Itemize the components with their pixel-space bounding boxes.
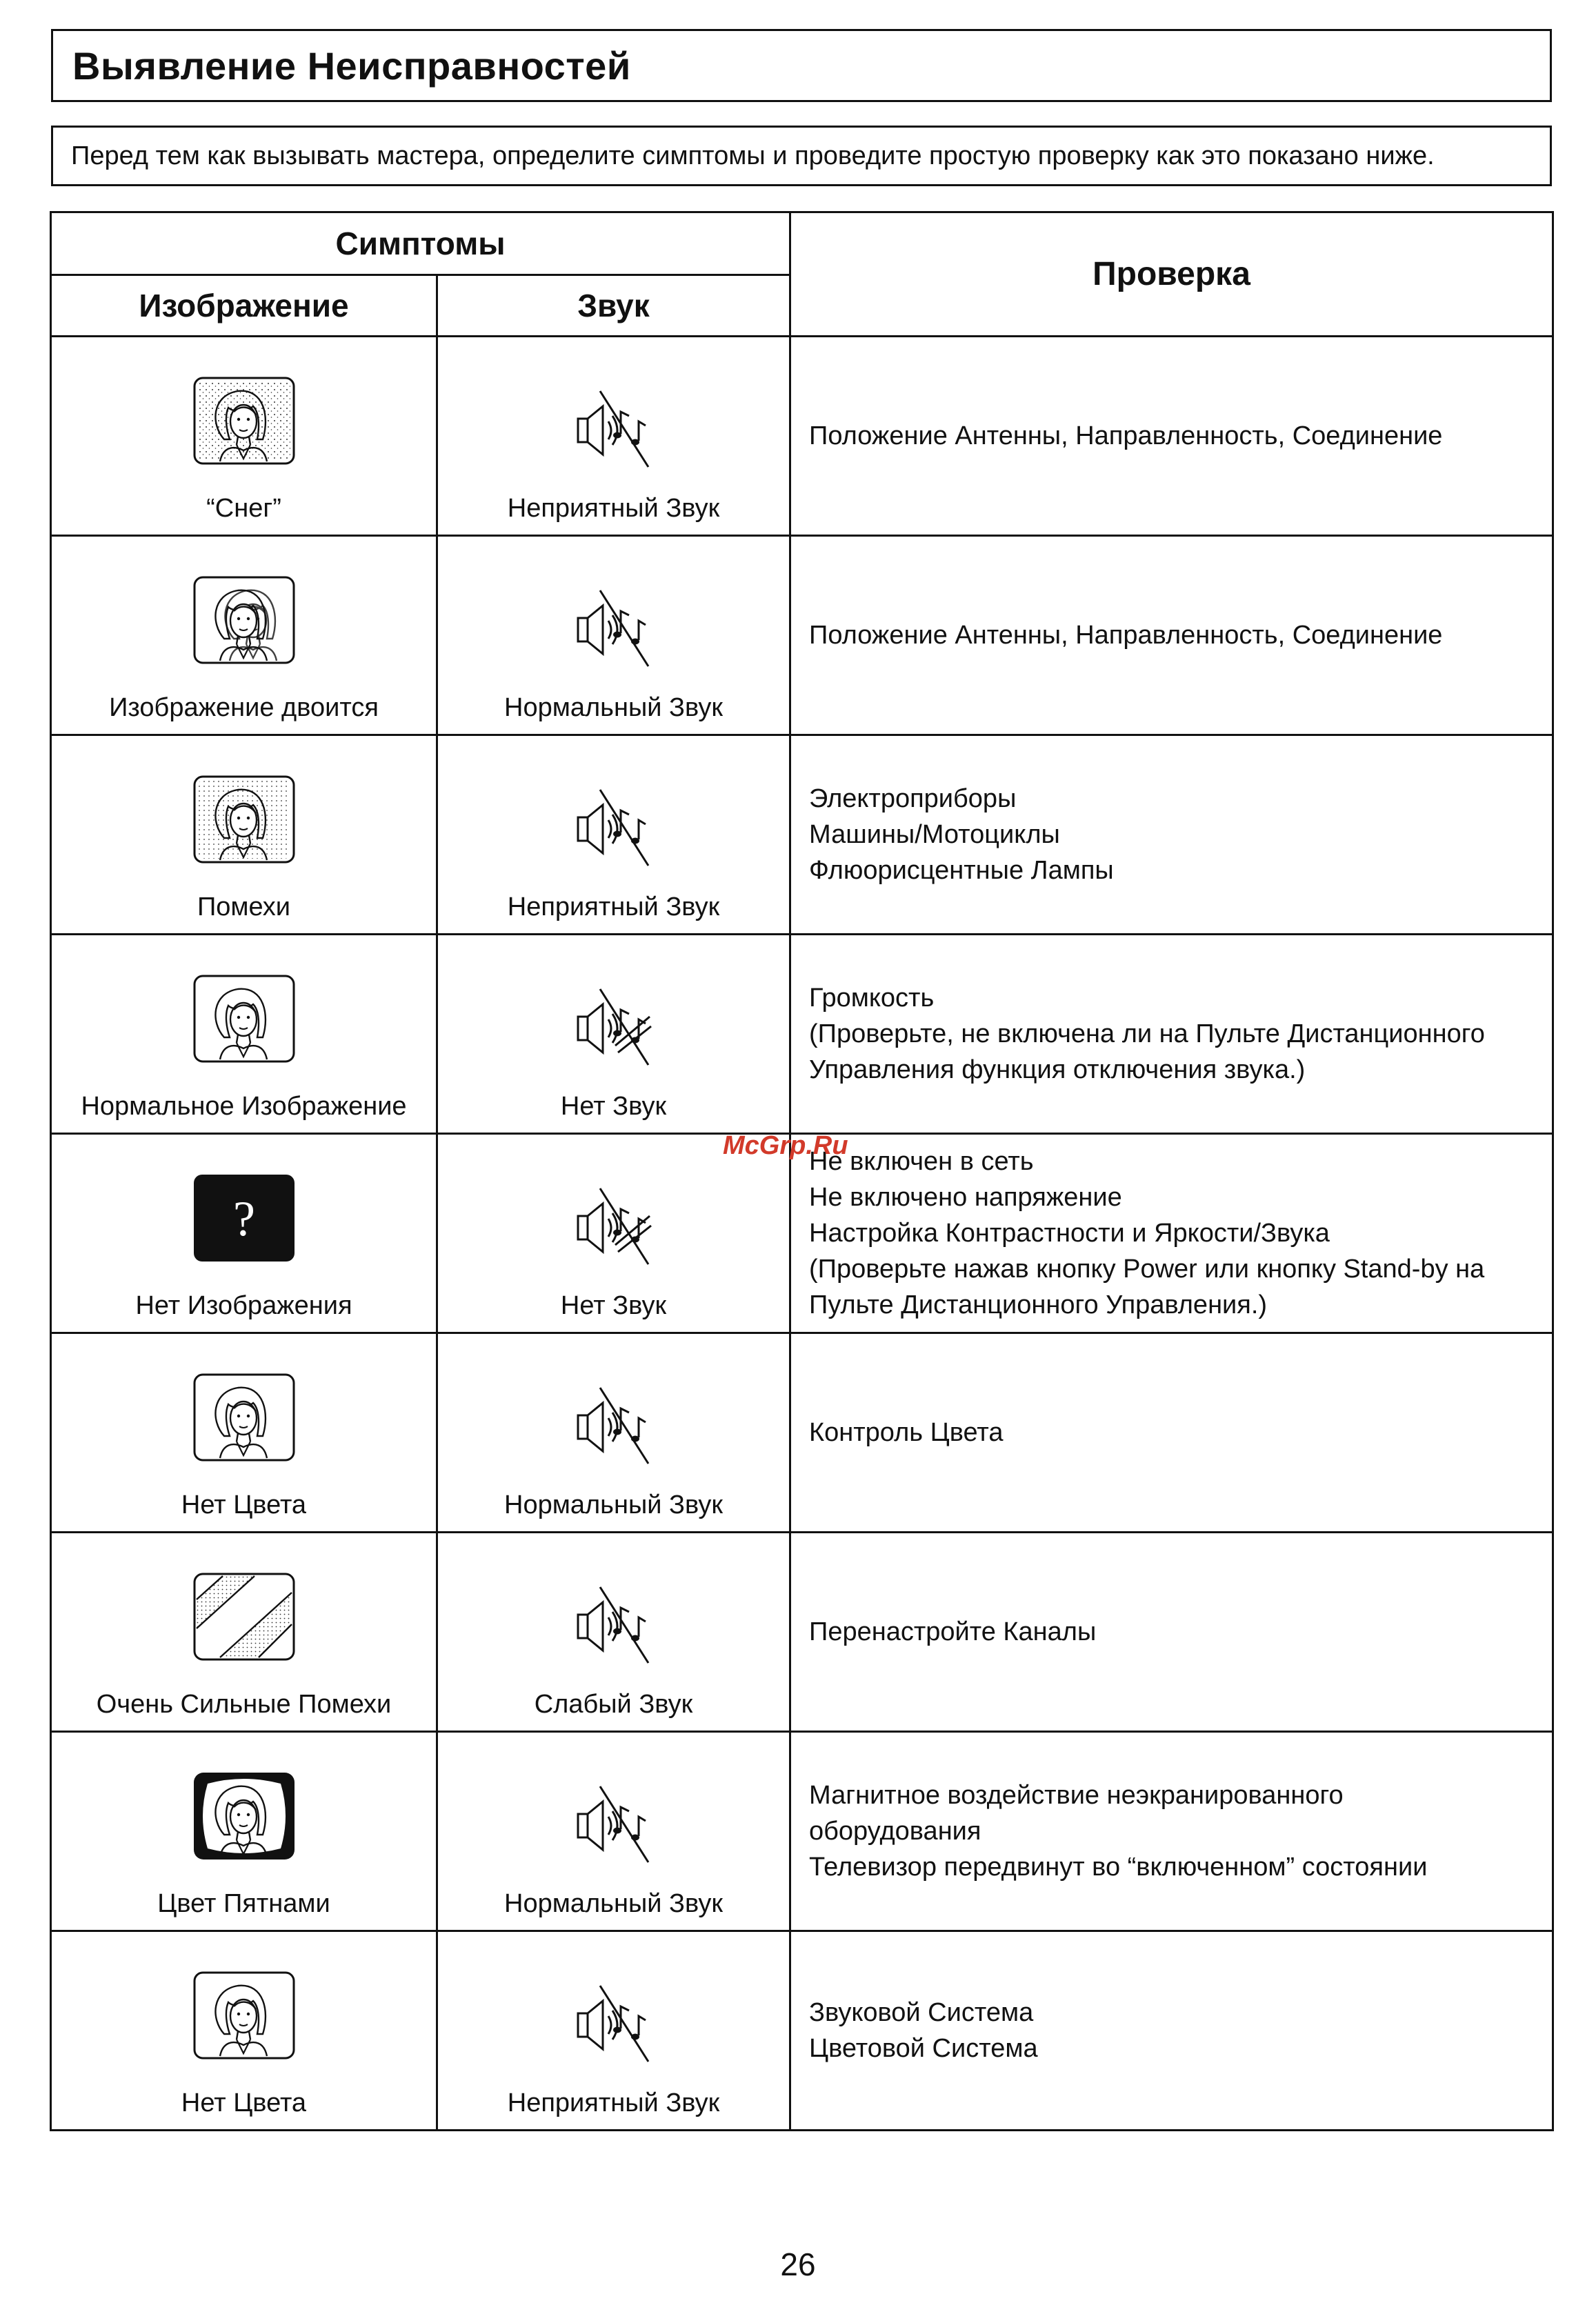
- check-line: Магнитное воздействие неэкранированного: [809, 1781, 1344, 1810]
- intro-text: Перед тем как вызывать мастера, определите симптомы и проведите простую проверку как это показано ниже.: [51, 126, 1552, 186]
- check-line: Перенастройте Каналы: [809, 1617, 1097, 1646]
- sound-symptom-cell: [437, 1134, 790, 1333]
- sound-symptom-label: Нормальный Звук: [504, 693, 723, 722]
- tv-snow-icon: [186, 376, 302, 466]
- table-row: [51, 1333, 1553, 1533]
- speaker-icon: [572, 585, 655, 675]
- picture-symptom-label: Нет Изображения: [135, 1291, 352, 1320]
- check-cell: [790, 536, 1553, 735]
- sound-symptom-label: Неприятный Звук: [507, 494, 720, 523]
- picture-symptom-label: Очень Сильные Помехи: [96, 1690, 392, 1719]
- table-row: [51, 1533, 1553, 1732]
- table-body: [51, 337, 1553, 2131]
- picture-symptom-cell: [51, 337, 437, 536]
- check-cell: [790, 1732, 1553, 1931]
- check-line: Машины/Мотоциклы: [809, 820, 1060, 849]
- table-row: [51, 1134, 1553, 1333]
- sound-symptom-cell: [437, 1931, 790, 2131]
- check-cell: [790, 1931, 1553, 2131]
- picture-symptom-label: Изображение двоится: [109, 693, 379, 722]
- table-row: [51, 935, 1553, 1134]
- picture-symptom-label: Цвет Пятнами: [157, 1889, 330, 1918]
- picture-symptom-cell: [51, 1732, 437, 1931]
- speaker-icon: [572, 1980, 655, 2070]
- sound-symptom-label: Неприятный Звук: [507, 893, 720, 921]
- check-line: Настройка Контрастности и Яркости/Звука: [809, 1219, 1330, 1248]
- table-row: [51, 337, 1553, 536]
- check-line: Звуковой Система: [809, 1998, 1034, 2027]
- tv-color-patches-icon: [186, 1771, 302, 1861]
- sound-symptom-label: Слабый Звук: [534, 1690, 693, 1719]
- check-line: (Проверьте, не включена ли на Пульте Дистанционного: [809, 1019, 1485, 1048]
- check-line: Положение Антенны, Направленность, Соединение: [809, 621, 1443, 650]
- sound-symptom-cell: [437, 536, 790, 735]
- table-row: [51, 1931, 1553, 2131]
- tv-no-picture-icon: [186, 1173, 302, 1263]
- picture-symptom-label: Нет Цвета: [181, 1490, 307, 1519]
- table-row: [51, 536, 1553, 735]
- picture-header: Изображение: [51, 275, 437, 337]
- check-cell: [790, 935, 1553, 1134]
- table-row: [51, 735, 1553, 935]
- check-cell: [790, 337, 1553, 536]
- sound-symptom-label: Неприятный Звук: [507, 2088, 720, 2117]
- symptoms-header: Симптомы: [51, 212, 790, 275]
- check-header: Проверка: [790, 212, 1553, 337]
- speaker-icon: [572, 386, 655, 475]
- check-cell: [790, 735, 1553, 935]
- picture-symptom-label: “Снег”: [206, 494, 281, 523]
- page-number: 26: [780, 2246, 816, 2282]
- check-line: Не включен в сеть: [809, 1147, 1034, 1176]
- picture-symptom-label: Помехи: [197, 893, 291, 921]
- sound-symptom-cell: [437, 735, 790, 935]
- check-line: Контроль Цвета: [809, 1418, 1004, 1447]
- picture-symptom-cell: [51, 1134, 437, 1333]
- sound-symptom-cell: [437, 1732, 790, 1931]
- check-line: оборудования: [809, 1817, 981, 1846]
- check-line: Управления функция отключения звука.): [809, 1055, 1306, 1084]
- tv-normal-icon: [186, 1373, 302, 1462]
- page-title: Выявление Неисправностей: [51, 29, 1552, 102]
- check-line: Громкость: [809, 984, 935, 1013]
- check-line: Телевизор передвинут во “включенном” состоянии: [809, 1853, 1428, 1882]
- picture-symptom-cell: [51, 1333, 437, 1533]
- check-line: Положение Антенны, Направленность, Соединение: [809, 421, 1443, 450]
- sound-symptom-cell: [437, 935, 790, 1134]
- sound-symptom-cell: [437, 1533, 790, 1732]
- watermark: McGrp.Ru: [723, 1131, 848, 1160]
- picture-symptom-cell: [51, 1533, 437, 1732]
- check-line: Пульте Дистанционного Управления.): [809, 1290, 1268, 1319]
- sound-header: Звук: [437, 275, 790, 337]
- table-row: [51, 1732, 1553, 1931]
- picture-symptom-label: Нет Цвета: [181, 2088, 307, 2117]
- sound-symptom-cell: [437, 337, 790, 536]
- check-line: Цветовой Система: [809, 2034, 1038, 2063]
- tv-normal-icon: [186, 1971, 302, 2060]
- speaker-muted-icon: [572, 1183, 655, 1273]
- check-cell: [790, 1333, 1553, 1533]
- sound-symptom-label: Нормальный Звук: [504, 1889, 723, 1918]
- check-line: Не включено напряжение: [809, 1183, 1122, 1212]
- troubleshooting-table: [50, 211, 1554, 2131]
- question-mark-glyph: ?: [232, 1191, 255, 1246]
- check-line: Электроприборы: [809, 784, 1017, 813]
- tv-normal-icon: [186, 974, 302, 1064]
- speaker-icon: [572, 784, 655, 874]
- check-cell: [790, 1134, 1553, 1333]
- picture-symptom-cell: [51, 735, 437, 935]
- tv-interference-icon: [186, 775, 302, 864]
- picture-symptom-cell: [51, 536, 437, 735]
- speaker-icon: [572, 1582, 655, 1671]
- sound-symptom-cell: [437, 1333, 790, 1533]
- sound-symptom-label: Нормальный Звук: [504, 1490, 723, 1519]
- check-line: (Проверьте нажав кнопку Power или кнопку Stand-by на: [809, 1255, 1485, 1284]
- tv-ghost-icon: [186, 575, 302, 665]
- tv-heavy-interference-icon: [186, 1572, 302, 1662]
- speaker-icon: [572, 1382, 655, 1472]
- check-line: Флюорисцентные Лампы: [809, 856, 1114, 885]
- picture-symptom-cell: [51, 935, 437, 1134]
- check-cell: [790, 1533, 1553, 1732]
- sound-symptom-label: Нет Звук: [560, 1092, 667, 1121]
- picture-symptom-cell: [51, 1931, 437, 2131]
- speaker-muted-icon: [572, 984, 655, 1073]
- sound-symptom-label: Нет Звук: [560, 1291, 667, 1320]
- speaker-icon: [572, 1781, 655, 1871]
- picture-symptom-label: Нормальное Изображение: [81, 1092, 407, 1121]
